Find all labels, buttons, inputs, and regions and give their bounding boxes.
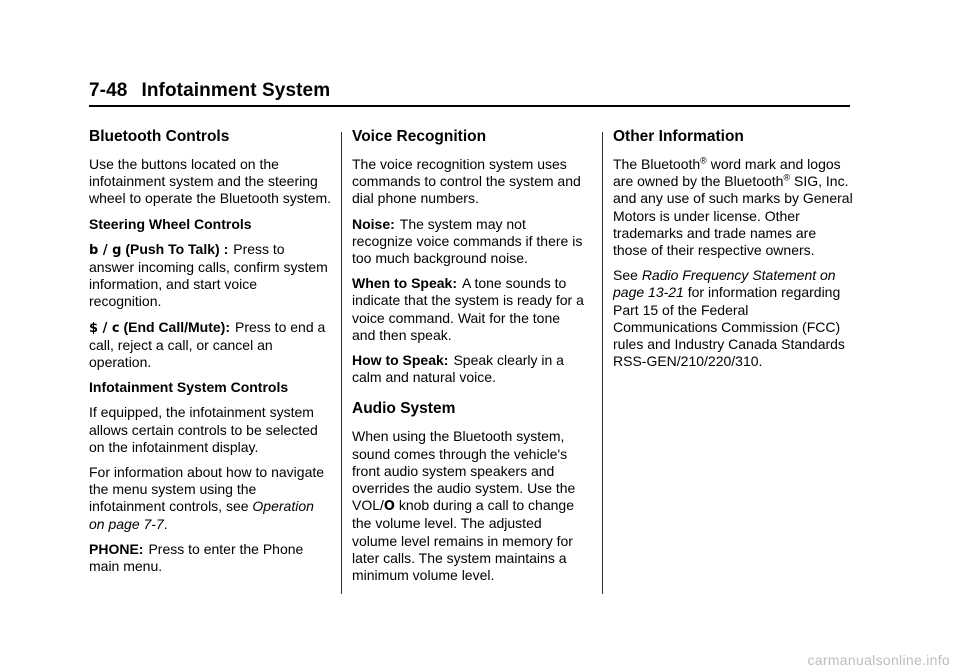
infotainment-controls-heading: Infotainment System Controls [89, 379, 289, 396]
push-to-talk-icon: b / g [89, 242, 122, 258]
phone-paragraph [89, 541, 333, 575]
bluetooth-controls-heading: Bluetooth Controls [89, 128, 230, 145]
fcc-text: for information regarding Part 15 of the Federal Communications Commission (FCC) rules and Industry Canada Standards RSS-GEN/210/220/310. [613, 284, 845, 370]
trademark-text-b: word mark and logos are owned by the Bluetooth [613, 156, 841, 190]
end-call-paragraph [89, 319, 333, 372]
noise-paragraph [352, 216, 587, 268]
page-number: 7-48 [89, 80, 128, 101]
column-divider [341, 132, 342, 594]
voice-intro: The voice recognition system uses commands to control the system and dial phone numbers. [352, 156, 581, 207]
how-to-speak-text: Speak clearly in a calm and natural voice. [352, 352, 564, 386]
end-call-label: (End Call/Mute): [123, 318, 230, 335]
section-title: Infotainment System [141, 80, 331, 101]
watermark: carmanualsonline.info [807, 652, 950, 668]
push-to-talk-label: (Push To Talk) : [125, 240, 229, 257]
column-bluetooth-controls [89, 128, 333, 583]
trademark-paragraph [613, 156, 853, 259]
audio-text-end: knob during a call to change the volume level. The adjusted volume level remains in memory for later calls. The system maintains a minimum volume level. [352, 497, 574, 584]
column-divider [602, 132, 603, 594]
trademark-text-a: The Bluetooth [613, 156, 701, 172]
noise-label: Noise: [352, 215, 395, 232]
registered-mark: ® [783, 172, 791, 183]
other-information-heading: Other Information [613, 128, 744, 145]
see-text: See [613, 267, 638, 284]
operation-page-reference[interactable]: Operation on page 7-7 [89, 498, 314, 532]
when-to-speak-paragraph [352, 275, 587, 344]
when-to-speak-label: When to Speak: [352, 275, 458, 292]
infotainment-controls-text: If equipped, the infotainment system allows certain controls to be selected on the infotainment display. [89, 404, 318, 455]
navigation-text: For information about how to navigate the menu system using the infotainment controls, see [89, 464, 325, 515]
noise-text: The system may not recognize voice commands if there is too much background noise. [352, 215, 583, 267]
push-to-talk-text: Press to answer incoming calls, confirm system information, and start voice recognition. [89, 240, 328, 310]
how-to-speak-paragraph [352, 352, 587, 386]
end-call-text: Press to end a call, reject a call, or cancel an operation. [89, 318, 326, 371]
header-title [89, 80, 850, 102]
navigation-paragraph [89, 464, 333, 533]
page-header [89, 80, 850, 107]
power-knob-icon: O [383, 499, 395, 515]
trademark-text-c: SIG, Inc. and any use of such marks by General Motors is under license. Other trademarks and trade names are those of their respective owners. [613, 173, 853, 259]
audio-system-heading: Audio System [352, 400, 456, 418]
steering-controls-heading: Steering Wheel Controls [89, 215, 252, 232]
navigation-end: . [163, 515, 168, 532]
when-to-speak-text: A tone sounds to indicate that the system is ready for a voice command. Wait for the tone and then speak. [352, 275, 584, 343]
how-to-speak-label: How to Speak: [352, 352, 449, 369]
audio-system-paragraph [352, 428, 587, 584]
phone-text: Press to enter the Phone main menu. [89, 540, 304, 575]
bluetooth-intro: Use the buttons located on the infotainment system and the steering wheel to operate the Bluetooth system. [89, 156, 332, 207]
phone-label: PHONE: [89, 540, 144, 557]
radio-frequency-paragraph [613, 267, 853, 370]
column-other-information [613, 128, 853, 378]
radio-frequency-reference[interactable]: Radio Frequency Statement on page 13-21 [613, 267, 836, 301]
column-voice-recognition [352, 128, 587, 592]
voice-recognition-heading: Voice Recognition [352, 128, 487, 145]
registered-mark: ® [700, 155, 707, 166]
push-to-talk-paragraph [89, 241, 333, 311]
end-call-icon: $ / c [89, 320, 120, 336]
audio-text-start: When using the Bluetooth system, sound comes through the vehicle's front audio system speakers and overrides the audio system. Use the VOL/ [352, 428, 576, 514]
